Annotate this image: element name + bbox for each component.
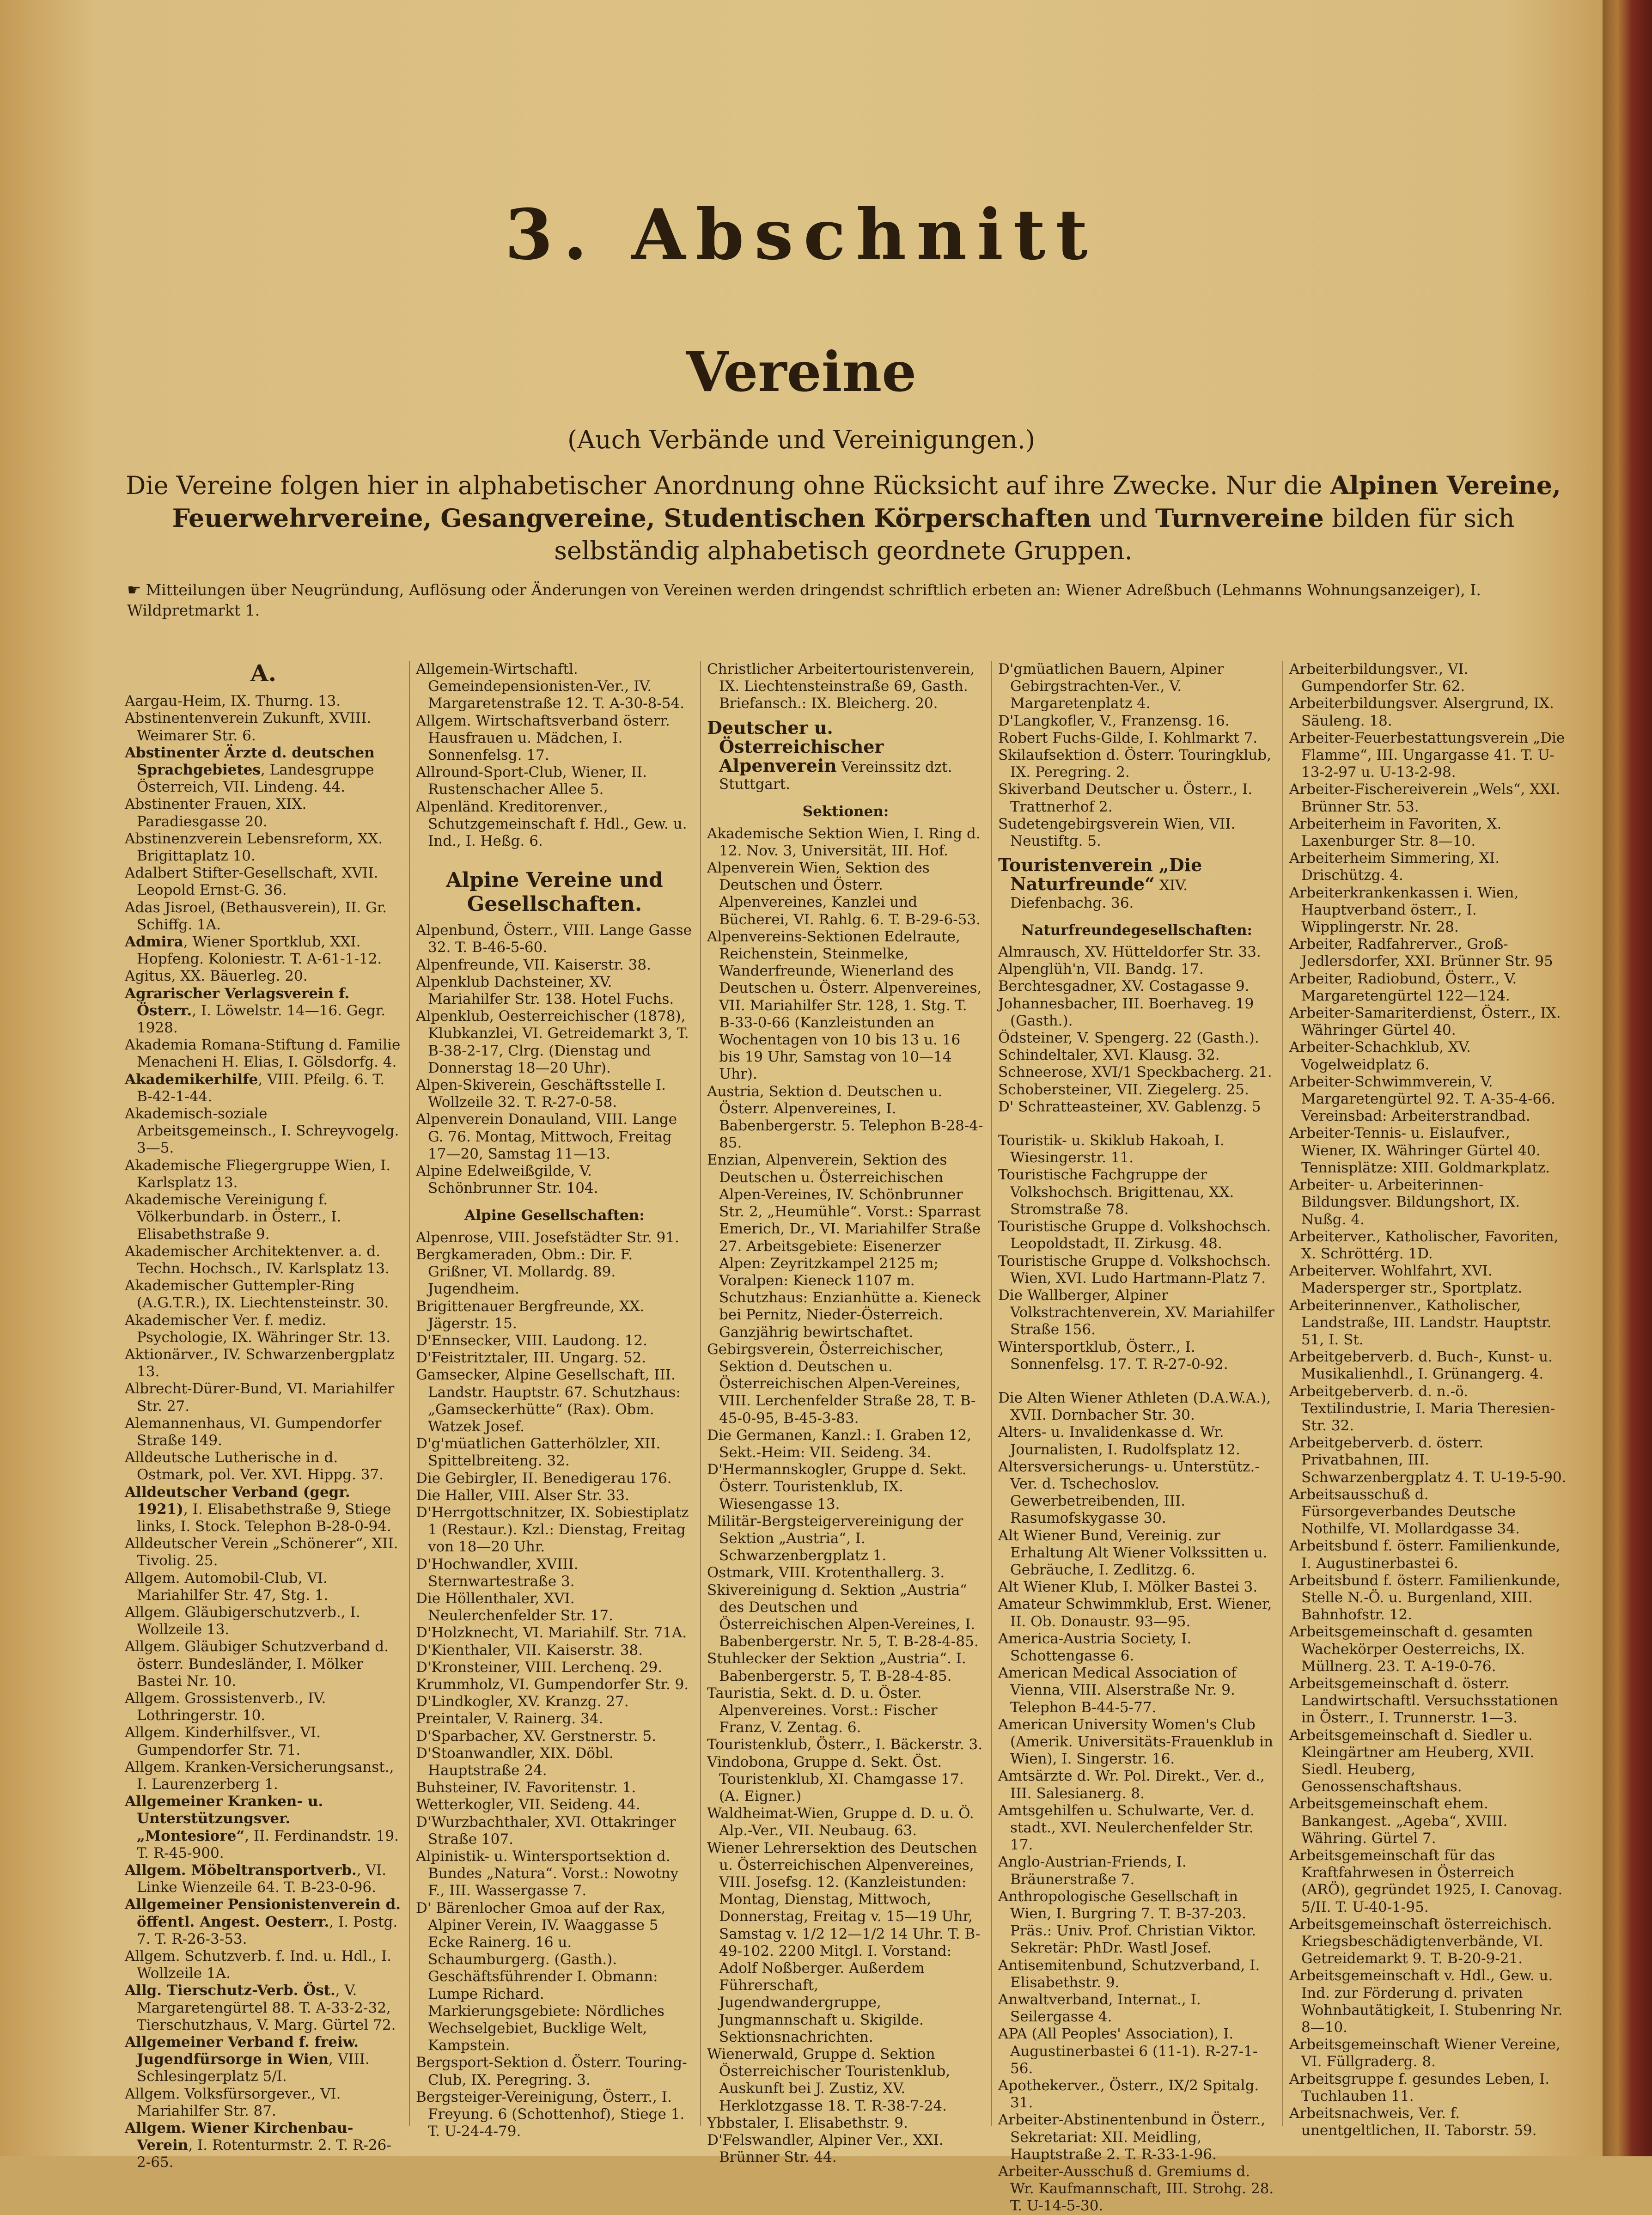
- directory-entry: Alpen-Skiverein, Geschäftsstelle I. Wollzeile 32. T. R-27-0-58.: [416, 1077, 666, 1111]
- directory-entry: Sudetengebirgsverein Wien, VII. Neustiftg. 5.: [998, 815, 1236, 850]
- directory-entry: Alldeutscher Verband (gegr. 1921), I. Elisabethstraße 9, Stiege links, I. Stock. Telephon B-28-0-94.: [125, 1483, 391, 1535]
- directory-entry: Skivereinigung d. Sektion „Austria“ des Deutschen und Österreichischen Alpen-Vereines, I. Babenbergerstr. Nr. 5, T. B-28-4-85.: [707, 1581, 979, 1650]
- directory-entry: Alpenverein Donauland, VIII. Lange G. 76. Montag, Mittwoch, Freitag 17—20, Samstag 11—13.: [416, 1111, 677, 1162]
- directory-entry: D'Stoanwandler, XIX. Döbl. Hauptstraße 24.: [416, 1745, 614, 1779]
- directory-entry: Austria, Sektion d. Deutschen u. Österr. Alpenvereines, I. Babenbergerstr. 5. Telephon B-28-4-85.: [707, 1083, 983, 1152]
- major-entry-rest: XIV. Diefenbachg. 36.: [1010, 877, 1188, 911]
- directory-entry: Alpenrose, VIII. Josefstädter Str. 91.: [416, 1229, 679, 1246]
- directory-entry: Antisemitenbund, Schutzverband, I. Elisabethstr. 9.: [998, 1957, 1260, 1991]
- directory-entry: Allgem. Kranken-Versicherungsanst., I. Laurenzerberg 1.: [125, 1758, 394, 1793]
- directory-entry: Anwaltverband, Internat., I. Seilergasse 4.: [998, 1991, 1201, 2026]
- directory-entry: Gamsecker, Alpine Gesellschaft, III. Landstr. Hauptstr. 67. Schutzhaus: „Gamseckerhütte“ (Rax). Obm. Watzek Josef.: [416, 1367, 681, 1435]
- directory-entry: Arbeiterbildungsver., VI. Gumpendorfer Str. 62.: [1289, 661, 1469, 695]
- directory-entry: Die Gebirgler, II. Benedigerau 176.: [416, 1470, 672, 1487]
- directory-entry: Bergsteiger-Vereinigung, Österr., I. Freyung. 6 (Schottenhof), Stiege 1. T. U-24-4-79.: [416, 2088, 685, 2140]
- column-1: [125, 659, 402, 2171]
- directory-entry: D'Kienthaler, VII. Kaiserstr. 38.: [416, 1641, 643, 1659]
- directory-entry: Wienerwald, Gruppe d. Sektion Österreichischer Touristenklub, Auskunft bei J. Zustiz, XV. Herklotzgasse 18. T. R-38-7-24.: [707, 2046, 951, 2114]
- directory-entry: Touristik- u. Skiklub Hakoah, I. Wiesingerstr. 11.: [998, 1132, 1225, 1166]
- section-number: 3. Abschnitt: [505, 194, 1098, 275]
- major-entry-name: Deutscher u. Österreichischer Alpenverein: [707, 717, 884, 776]
- directory-entry: Allround-Sport-Club, Wiener, II. Rustenschacher Allee 5.: [416, 764, 647, 798]
- directory-entry: Touristische Gruppe d. Volkshochsch. Leopoldstadt, II. Zirkusg. 48.: [998, 1218, 1271, 1252]
- directory-entry: Amateur Schwimmklub, Erst. Wiener, II. Ob. Donaustr. 93—95.: [998, 1596, 1272, 1630]
- directory-entry: Arbeitsgruppe f. gesundes Leben, I. Tuchlauben 11.: [1289, 2070, 1550, 2105]
- directory-entry: Allgem. Gläubiger Schutzverband d. österr. Bundesländer, I. Mölker Bastei Nr. 10.: [125, 1638, 389, 1690]
- directory-entry: Albrecht-Dürer-Bund, VI. Mariahilfer Str. 27.: [125, 1380, 395, 1415]
- directory-entry: Allg. Tierschutz-Verb. Öst., V. Margaretengürtel 88. T. A-33-2-32, Tierschutzhaus, V. Marg. Gürtel 72.: [125, 1982, 396, 2033]
- directory-entry: Brigittenauer Bergfreunde, XX. Jägerstr. 15.: [416, 1298, 645, 1332]
- directory-entry: Allgemeiner Pensionistenverein d. öffentl. Angest. Oesterr., I. Postg. 7. T. R-26-3-53.: [125, 1896, 401, 1947]
- directory-entry: Akademia Romana-Stiftung d. Familie Menacheni H. Elias, I. Gölsdorfg. 4.: [125, 1037, 401, 1071]
- directory-entry: Die Höllenthaler, XVI. Neulerchenfelder Str. 17.: [416, 1590, 613, 1624]
- directory-entry: Bergsport-Sektion d. Österr. Touring-Club, IX. Peregring. 3.: [416, 2054, 687, 2088]
- directory-entry: Arbeiter-Schachklub, XV. Vogelweidplatz 6.: [1289, 1039, 1471, 1073]
- directory-entry: Arbeitsnachweis, Ver. f. unentgeltlichen, II. Taborstr. 59.: [1289, 2105, 1537, 2139]
- column-3: [707, 661, 984, 2166]
- directory-entry: Arbeiter-Schwimmverein, V. Margaretengürtel 92. T. A-35-4-66. Vereinsbad: Arbeiterstrandbad.: [1289, 1073, 1555, 1125]
- directory-entry: Abstinenter Ärzte d. deutschen Sprachgebietes, Landesgruppe Österreich, VII. Lindeng. 44.: [125, 744, 375, 796]
- directory-entry: Akademikerhilfe, VIII. Pfeilg. 6. T. B-42-1-44.: [125, 1071, 385, 1105]
- directory-entry: Arbeitsgemeinschaft v. Hdl., Gew. u. Ind. zur Förderung d. privaten Wohnbautätigkeit, I. Stubenring Nr. 8—10.: [1289, 1967, 1563, 2036]
- directory-entry: Arbeiterheim in Favoriten, X. Laxenburger Str. 8—10.: [1289, 815, 1502, 850]
- directory-entry: Alpenfreunde, VII. Kaiserstr. 38.: [416, 956, 651, 973]
- directory-entry: Vindobona, Gruppe d. Sekt. Öst. Touristenklub, XI. Chamgasse 17. (A. Eigner.): [707, 1753, 964, 1805]
- intro-paragraph: [125, 469, 1562, 567]
- directory-entry: Schneerose, XVI/1 Speckbacherg. 21.: [998, 1064, 1272, 1081]
- directory-entry: Krummholz, VI. Gumpendorfer Str. 9.: [416, 1676, 689, 1693]
- directory-entry: Allgemein-Wirtschaftl. Gemeindepensionisten-Ver., IV. Margaretenstraße 12. T. A-30-8-54.: [416, 661, 685, 712]
- directory-entry: Arbeitgeberverb. d. Buch-, Kunst- u. Musikalienhdl., I. Grünangerg. 4.: [1289, 1349, 1553, 1383]
- directory-entry: Alpine Edelweißgilde, V. Schönbrunner Str. 104.: [416, 1163, 598, 1197]
- directory-entry: Skiverband Deutscher u. Österr., I. Trattnerhof 2.: [998, 781, 1253, 815]
- intro-bold-groups: Alpinen Vereine, Feuerwehrvereine, Gesangvereine, Studentischen Körperschaften: [172, 470, 1561, 533]
- directory-entry: Arbeitsgemeinschaft d. gesamten Wachekörper Oesterreichs, IX. Müllnerg. 23. T. A-19-0-76.: [1289, 1623, 1533, 1675]
- directory-entry: Die Haller, VIII. Alser Str. 33.: [416, 1487, 629, 1504]
- entry-list: [707, 825, 984, 2166]
- directory-entry: Allgem. Automobil-Club, VI. Mariahilfer Str. 47, Stg. 1.: [125, 1569, 329, 1604]
- directory-entry: Akademischer Architektenver. a. d. Techn. Hochsch., IV. Karlsplatz 13.: [125, 1243, 390, 1277]
- intro-text-3: bilden für sich selbständig alphabetisch geordnete Gruppen.: [554, 504, 1515, 565]
- directory-entry: Alt Wiener Klub, I. Mölker Bastei 3.: [998, 1579, 1258, 1596]
- directory-entry: Akademische Vereinigung f. Völkerbundarb. in Österr., I. Elisabethstraße 9.: [125, 1191, 341, 1243]
- directory-entry: Allgem. Schutzverb. f. Ind. u. Hdl., I. Wollzeile 1A.: [125, 1948, 392, 1982]
- directory-entry: Abstinenter Frauen, XIX. Paradiesgasse 20.: [125, 796, 307, 830]
- directory-entry: Touristische Fachgruppe der Volkshochsch. Brigittenau, XX. Stromstraße 78.: [998, 1166, 1234, 1218]
- directory-entry: D'Kronsteiner, VIII. Lerchenq. 29.: [416, 1659, 663, 1676]
- directory-entry: Alt Wiener Bund, Vereinig. zur Erhaltung Alt Wiener Volkssitten u. Gebräuche, I. Zedlitzg. 6.: [998, 1527, 1268, 1578]
- directory-entry: Arbeiter-Ausschuß d. Gremiums d. Wr. Kaufmannschaft, III. Strohg. 28. T. U-14-5-30.: [998, 2163, 1274, 2215]
- column-5: [1289, 661, 1567, 2139]
- directory-entry: Amtsgehilfen u. Schulwarte, Ver. d. stadt., XVI. Neulerchenfelder Str. 17.: [998, 1802, 1255, 1854]
- directory-entry: D'gmüatlichen Bauern, Alpiner Gebirgstrachten-Ver., V. Margaretenplatz 4.: [998, 661, 1224, 712]
- section-heading-alpine: Alpine Vereine und Gesellschaften.: [446, 868, 663, 916]
- directory-entry: Arbeitsgemeinschaft ehem. Bankangest. „Ageba“, XVIII. Währing. Gürtel 7.: [1289, 1795, 1508, 1847]
- directory-entry: Adalbert Stifter-Gesellschaft, XVII. Leopold Ernst-G. 36.: [125, 865, 378, 899]
- entry-list: [1289, 661, 1567, 2139]
- directory-entry: Arbeitsgemeinschaft d. österr. Landwirtschaftl. Versuchsstationen in Österr., I. Trunnerstr. 1—3.: [1289, 1675, 1558, 1727]
- directory-entry: Allgem. Gläubigerschutzverb., I. Wollzeile 13.: [125, 1604, 360, 1638]
- directory-entry: Die Wallberger, Alpiner Volkstrachtenverein, XV. Mariahilfer Straße 156.: [998, 1287, 1274, 1338]
- directory-entry: D'Felswandler, Alpiner Ver., XXI. Brünner Str. 44.: [707, 2132, 944, 2166]
- directory-entry: Alemannenhaus, VI. Gumpendorfer Straße 149.: [125, 1415, 382, 1449]
- directory-entry: Robert Fuchs-Gilde, I. Kohlmarkt 7.: [998, 729, 1258, 746]
- directory-entry: Abstinentenverein Zukunft, XVIII. Weimarer Str. 6.: [125, 710, 372, 744]
- intro-text-1: Die Vereine folgen hier in alphabetischer Anordnung ohne Rücksicht auf ihre Zwecke. Nur die: [126, 471, 1323, 500]
- subheading-naturfreunde: Naturfreundegesellschaften:: [1021, 921, 1252, 939]
- directory-entry: D'Herrgottschnitzer, IX. Sobiestiplatz 1 (Restaur.). Kzl.: Dienstag, Freitag von 18—20 Uhr.: [416, 1504, 689, 1556]
- directory-entry: Christlicher Arbeitertouristenverein, IX. Liechtensteinstraße 69, Gasth. Briefansch.: IX. Bleicherg. 20.: [707, 661, 975, 712]
- directory-entry: Bergkameraden, Obm.: Dir. F. Grißner, VI. Mollardg. 89. Jugendheim.: [416, 1246, 633, 1298]
- entry-list: [416, 1229, 693, 2141]
- directory-entry: Ybbstaler, I. Elisabethstr. 9.: [707, 2114, 908, 2131]
- directory-entry: Skilaufsektion d. Österr. Touringklub, IX. Peregring. 2.: [998, 747, 1272, 781]
- directory-entry: Arbeitsbund f. österr. Familienkunde, I. Augustinerbastei 6.: [1289, 1538, 1561, 1572]
- directory-entry: American Medical Association of Vienna, VIII. Alserstraße Nr. 9. Telephon B-44-5-77.: [998, 1665, 1237, 1716]
- directory-entry: Ödsteiner, V. Spengerg. 22 (Gasth.).: [998, 1030, 1259, 1047]
- directory-entry: Die Germanen, Kanzl.: I. Graben 12, Sekt.-Heim: VII. Seideng. 34.: [707, 1427, 972, 1461]
- directory-entry: Arbeiterver. Wohlfahrt, XVI. Madersperger str., Sportplatz.: [1289, 1263, 1523, 1297]
- directory-entry: Akademischer Ver. f. mediz. Psychologie, IX. Währinger Str. 13.: [125, 1312, 391, 1346]
- directory-entry: Schobersteiner, VII. Ziegelerg. 25.: [998, 1081, 1249, 1098]
- directory-entry: Alldeutsche Lutherische in d. Ostmark, pol. Ver. XVI. Hippg. 37.: [125, 1449, 384, 1483]
- entry-list: [707, 661, 984, 713]
- directory-entry: Alldeutscher Verein „Schönerer“, XII. Tivolig. 25.: [125, 1535, 398, 1569]
- directory-entry: American University Women's Club (Amerik. Universitäts-Frauenklub in Wien), I. Singerstr. 16.: [998, 1716, 1274, 1768]
- directory-entry: Arbeiterver., Katholischer, Favoriten, X. Schröttérg. 1D.: [1289, 1228, 1559, 1262]
- column-2: [416, 661, 693, 2140]
- directory-entry: Arbeitgeberverb. d. österr. Privatbahnen, III. Schwarzenbergplatz 4. T. U-19-5-90.: [1289, 1434, 1567, 1486]
- directory-entry: Adas Jisroel, (Bethausverein), II. Gr. Schiffg. 1A.: [125, 899, 387, 933]
- directory-entry: Arbeiter-Tennis- u. Eislaufver., Wiener, IX. Währinger Gürtel 40. Tennisplätze: XIII. Goldmarkplatz.: [1289, 1125, 1550, 1176]
- directory-entry: Touristische Gruppe d. Volkshochsch. Wien, XVI. Ludo Hartmann-Platz 7.: [998, 1252, 1271, 1287]
- directory-entry: D' Bärenlocher Gmoa auf der Rax, Alpiner Verein, IV. Waaggasse 5 Ecke Rainerg. 16 u. Schaumburgerg. (Gasth.). Geschäftsführender I. Obmann: Lumpe Richard. Markierungsgebiete: Nördliches Wechselgebiet, Bucklige Welt, Kampstein.: [416, 1899, 666, 2054]
- entry-list: [125, 693, 402, 2171]
- directory-entry: Arbeiter-Samariterdienst, Österr., IX. Währinger Gürtel 40.: [1289, 1005, 1561, 1039]
- directory-entry: Berchtesgadner, XV. Costagasse 9.: [998, 978, 1250, 995]
- note-text: Mitteilungen über Neugründung, Auflösung oder Änderungen von Vereinen werden dringendst schriftlich erbeten an: Wiener Adreßbuch (Lehmanns Wohnungsanzeiger), I. Wildpretmarkt 1.: [127, 581, 1481, 619]
- major-entry-name: Touristenverein „Die Naturfreunde“: [998, 854, 1202, 895]
- letter-heading: A.: [250, 659, 277, 687]
- directory-entry: Admira, Wiener Sportklub, XXI. Hopfeng. Koloniestr. T. A-61-1-12.: [125, 934, 382, 968]
- directory-entry: Waldheimat-Wien, Gruppe d. D. u. Ö. Alp.-Ver., VII. Neubaug. 63.: [707, 1805, 974, 1839]
- entry-list: [998, 661, 1275, 850]
- directory-entry: Abstinenzverein Lebensreform, XX. Brigittaplatz 10.: [125, 830, 383, 865]
- directory-entry: Arbeitsgemeinschaft für das Kraftfahrwesen in Österreich (ARÖ), gegründet 1925, I. Canovag. 5/II. T. U-40-1-95.: [1289, 1847, 1563, 1916]
- directory-entry: Arbeiterbildungsver. Alsergrund, IX. Säuleng. 18.: [1289, 695, 1554, 729]
- directory-entry: Alpenvereins-Sektionen Edelraute, Reichenstein, Steinmelke, Wanderfreunde, Wienerland des Deutschen u. Österr. Alpenvereines, VII. Mariahilfer Str. 128, 1. Stg. T. B-33-0-66 (Kanzleistunden an Wochentagen von 10 bis 13 u. 16 bis 19 Uhr, Samstag von 10—14 Uhr).: [707, 928, 982, 1083]
- entry-list: [998, 944, 1275, 1116]
- directory-entry: Allgem. Volksfürsorgever., VI. Mariahilfer Str. 87.: [125, 2085, 341, 2119]
- directory-entry: Wetterkogler, VII. Seideng. 44.: [416, 1796, 640, 1813]
- page-subtitle: (Auch Verbände und Vereinigungen.): [567, 425, 1036, 454]
- directory-entry: Alpenverein Wien, Sektion des Deutschen und Österr. Alpenvereines, Kanzlei und Bücherei, VI. Rahlg. 6. T. B-29-6-53.: [707, 860, 981, 928]
- column-4: [998, 661, 1275, 2215]
- entry-list: [416, 661, 693, 850]
- directory-entry: D'Sparbacher, XV. Gerstnerstr. 5.: [416, 1727, 657, 1745]
- directory-entry: D'Holzknecht, VI. Mariahilf. Str. 71A.: [416, 1624, 687, 1641]
- directory-entry: Aargau-Heim, IX. Thurng. 13.: [125, 693, 341, 710]
- page-title: Vereine: [686, 340, 917, 404]
- directory-entry: D' Schratteasteiner, XV. Gablenzg. 5: [998, 1098, 1261, 1115]
- directory-entry: Arbeitgeberverb. d. n.-ö. Textilindustrie, I. Maria Theresien-Str. 32.: [1289, 1383, 1555, 1434]
- column-divider: [991, 661, 992, 2126]
- directory-entry: Gebirgsverein, Österreichischer, Sektion d. Deutschen u. Österreichischen Alpen-Vereines, VIII. Lerchenfelder Straße 28, T. B-45-0-95, B-45-3-83.: [707, 1341, 976, 1427]
- directory-entry: Enzian, Alpenverein, Sektion des Deutschen u. Österreichischen Alpen-Vereines, IV. Schönbrunner Str. 2, „Heumühle“. Vorst.: Sparrast Emerich, Dr., VI. Mariahilfer Straße 27. Arbeitsgebiete: Eisenerzer Alpen: Zeyritzkampel 2125 m; Voralpen: Kieneck 1107 m. Schutzhaus: Enzianhütte a. Kieneck bei Pernitz, Nieder-Österreich. Ganzjährig bewirtschaftet.: [707, 1152, 981, 1341]
- directory-entry: D'Hermannskogler, Gruppe d. Sekt. Österr. Touristenklub, IX. Wiesengasse 13.: [707, 1461, 967, 1513]
- directory-entry: D'Lindkogler, XV. Kranzg. 27.: [416, 1693, 629, 1710]
- entry-list: [998, 1132, 1275, 1373]
- directory-entry: Arbeiter, Radfahrerver., Groß-Jedlersdorfer, XXI. Brünner Str. 95: [1289, 936, 1553, 970]
- directory-entry: Alpinistik- u. Wintersportsektion d. Bundes „Natura“. Vorst.: Nowotny F., III. Wassergasse 7.: [416, 1848, 679, 1899]
- directory-entry: Stuhlecker der Sektion „Austria“. I. Babenbergerstr. 5, T. B-28-4-85.: [707, 1650, 966, 1684]
- directory-entry: Allgem. Grossistenverb., IV. Lothringerstr. 10.: [125, 1690, 326, 1724]
- column-divider: [409, 661, 410, 2126]
- directory-entry: Touristenklub, Österr., I. Bäckerstr. 3.: [707, 1736, 983, 1753]
- directory-entry: Akademische Sektion Wien, I. Ring d. 12. Nov. 3, Universität, III. Hof.: [707, 825, 981, 859]
- directory-entry: Tauristia, Sekt. d. D. u. Öster. Alpenvereines. Vorst.: Fischer Franz, V. Zentag. 6.: [707, 1684, 938, 1736]
- subheading-sections: Sektionen:: [802, 803, 889, 820]
- intro-text-2: und: [1099, 504, 1147, 533]
- directory-entry: Akademisch-soziale Arbeitsgemeinsch., I. Schreyvogelg. 3—5.: [125, 1105, 399, 1157]
- directory-entry: Anglo-Austrian-Friends, I. Bräunerstraße 7.: [998, 1854, 1187, 1888]
- directory-entry: Arbeiter-Feuerbestattungsverein „Die Flamme“, III. Ungargasse 41. T. U-13-2-97 u. U-13-2-98.: [1289, 729, 1565, 781]
- directory-entry: Johannesbacher, III. Boerhaveg. 19 (Gasth.).: [998, 995, 1254, 1029]
- directory-entry: Allgem. Kinderhilfsver., VI. Gumpendorfer Str. 71.: [125, 1724, 321, 1758]
- directory-entry: Militär-Bergsteigervereinigung der Sektion „Austria“, I. Schwarzenbergplatz 1.: [707, 1513, 963, 1564]
- directory-entry: D'Ennsecker, VIII. Laudong. 12.: [416, 1332, 648, 1349]
- directory-entry: Alters- u. Invalidenkasse d. Wr. Journalisten, I. Rudolfsplatz 12.: [998, 1424, 1240, 1458]
- directory-entry: Akademischer Guttempler-Ring (A.G.T.R.), IX. Liechtensteinstr. 30.: [125, 1277, 389, 1312]
- directory-entry: Alpenbund, Österr., VIII. Lange Gasse 32. T. B-46-5-60.: [416, 922, 692, 956]
- submission-note: [127, 580, 1564, 621]
- directory-entry: Wiener Lehrersektion des Deutschen u. Österreichischen Alpenvereines, VIII. Josefsg. 12. (Kanzleistunden: Montag, Dienstag, Mittwoch, Donnerstag, Freitag v. 15—19 Uhr, Samstag v. 1/2 12—1/2 14 Uhr. T. B-49-102. 2200 Mitgl. I. Vorstand: Adolf Noßberger. Außerdem Führerschaft, Jugendwandergruppe, Jungmannschaft u. Skigilde. Sektionsnachrichten.: [707, 1839, 981, 2045]
- directory-entry: Apothekerver., Österr., IX/2 Spitalg. 31.: [998, 2077, 1259, 2111]
- directory-entry: America-Austria Society, I. Schottengasse 6.: [998, 1630, 1192, 1664]
- book-spine-edge: [1603, 0, 1652, 2156]
- directory-entry: Arbeitsgemeinschaft österreichisch. Kriegsbeschädigtenverbände, VI. Getreidemarkt 9. T. B-20-9-21.: [1289, 1916, 1552, 1967]
- entry-list: [416, 922, 693, 1197]
- directory-entry: Arbeitsgemeinschaft d. Siedler u. Kleingärtner am Heuberg, XVII. Siedl. Heuberg, Genossenschaftshaus.: [1289, 1727, 1535, 1795]
- directory-entry: APA (All Peoples' Association), I. Augustinerbastei 6 (11-1). R-27-1-56.: [998, 2026, 1258, 2077]
- column-divider: [700, 661, 701, 2126]
- directory-entry: Alpenländ. Kreditorenver., Schutzgemeinschaft f. Hdl., Gew. u. Ind., I. Heßg. 6.: [416, 798, 687, 850]
- directory-entry: Agitus, XX. Bäuerleg. 20.: [125, 968, 308, 985]
- directory-entry: Arbeitsbund f. österr. Familienkunde, Stelle N.-Ö. u. Burgenland, XIII. Bahnhofstr. 12.: [1289, 1572, 1561, 1623]
- directory-entry: Alpenklub Dachsteiner, XV. Mariahilfer Str. 138. Hotel Fuchs.: [416, 973, 674, 1008]
- directory-entry: Die Alten Wiener Athleten (D.A.W.A.), XVII. Dornbacher Str. 30.: [998, 1389, 1271, 1424]
- directory-entry: Allgem. Wirtschaftsverband österr. Hausfrauen u. Mädchen, I. Sonnenfelsg. 17.: [416, 712, 670, 764]
- directory-entry: Arbeiterheim Simmering, XI. Drischützg. 4.: [1289, 850, 1500, 884]
- directory-entry: Arbeiterinnenver., Katholischer, Landstraße, III. Landstr. Hauptstr. 51, I. St.: [1289, 1297, 1552, 1348]
- column-divider: [1282, 661, 1283, 2126]
- directory-entry: Alpenklub, Oesterreichischer (1878), Klubkanzlei, VI. Getreidemarkt 3, T. B-38-2-17, Clrg. (Dienstag und Donnerstag 18—20 Uhr).: [416, 1008, 689, 1076]
- directory-entry: Akademische Fliegergruppe Wien, I. Karlsplatz 13.: [125, 1157, 391, 1191]
- directory-entry: D'g'müatlichen Gatterhölzler, XII. Spittelbreiteng. 32.: [416, 1435, 661, 1470]
- major-entry-rest: Vereinssitz dzt. Stuttgart.: [719, 759, 952, 793]
- directory-entry: Altersversicherungs- u. Unterstütz.-Ver. d. Tschechoslov. Gewerbetreibenden, III. Rasumofskygasse 30.: [998, 1458, 1260, 1527]
- major-entry: [707, 719, 984, 793]
- directory-entry: D'Feistritztaler, III. Ungarg. 52.: [416, 1349, 646, 1367]
- directory-entry: Allgem. Möbeltransportverb., VI. Linke Wienzeile 64. T. B-23-0-96.: [125, 1862, 387, 1896]
- directory-entry: Ostmark, VIII. Krotenthallerg. 3.: [707, 1564, 945, 1581]
- directory-entry: Buhsteiner, IV. Favoritenstr. 1.: [416, 1779, 636, 1796]
- subheading-alpine-societies: Alpine Gesellschaften:: [464, 1207, 645, 1224]
- directory-entry: Arbeiterkrankenkassen i. Wien, Hauptverband österr., I. Wipplingerstr. Nr. 28.: [1289, 884, 1519, 936]
- directory-entry: D'Hochwandler, XVIII. Sternwartestraße 3.: [416, 1556, 579, 1590]
- directory-entry: Schindeltaler, XVI. Klausg. 32.: [998, 1047, 1220, 1064]
- pointing-hand-icon: ☛: [127, 581, 141, 599]
- directory-entry: Arbeiter-Abstinentenbund in Österr., Sekretariat: XII. Meidling, Hauptstraße 2. T. R-33-1-96.: [998, 2111, 1266, 2163]
- directory-entry: Preintaler, V. Rainerg. 34.: [416, 1710, 603, 1727]
- directory-entry: Allgem. Wiener Kirchenbau-Verein, I. Rotenturmstr. 2. T. R-26-2-65.: [125, 2120, 391, 2171]
- directory-entry: Wintersportklub, Österr., I. Sonnenfelsg. 17. T. R-27-0-92.: [998, 1338, 1228, 1373]
- directory-entry: Arbeiter, Radiobund, Österr., V. Margaretengürtel 122—124.: [1289, 970, 1517, 1004]
- directory-entry: Aktionärver., IV. Schwarzenbergplatz 13.: [125, 1346, 395, 1380]
- directory-entry: Arbeitsgemeinschaft Wiener Vereine, VI. Füllgraderg. 8.: [1289, 2036, 1561, 2070]
- directory-entry: Agrarischer Verlagsverein f. Österr., I. Löwelstr. 14—16. Gegr. 1928.: [125, 985, 386, 1037]
- entry-list: [998, 1390, 1275, 2215]
- directory-entry: Amtsärzte d. Wr. Pol. Direkt., Ver. d., III. Salesianerg. 8.: [998, 1768, 1265, 1802]
- directory-entry: Arbeiter-Fischereiverein „Wels“, XXI. Brünner Str. 53.: [1289, 781, 1561, 815]
- intro-bold-turnvereine: Turnvereine: [1155, 503, 1324, 533]
- directory-entry: Alpenglüh'n, VII. Bandg. 17.: [998, 961, 1204, 978]
- directory-entry: Arbeiter- u. Arbeiterinnen-Bildungsver. Bildungshort, IX. Nußg. 4.: [1289, 1177, 1520, 1228]
- directory-entry: Allgemeiner Verband f. freiw. Jugendfürsorge in Wien, VIII. Schlesingerplatz 5/I.: [125, 2034, 370, 2085]
- directory-entry: Almrausch, XV. Hütteldorfer Str. 33.: [998, 944, 1261, 961]
- directory-entry: Allgemeiner Kranken- u. Unterstützungsver. „Montesiore“, II. Ferdinandstr. 19. T. R-45-900.: [125, 1793, 399, 1861]
- directory-entry: D'Wurzbachthaler, XVI. Ottakringer Straße 107.: [416, 1813, 676, 1848]
- directory-entry: Anthropologische Gesellschaft in Wien, I. Burgring 7. T. B-37-203. Präs.: Univ. Prof. Christian Viktor. Sekretär: PhDr. Wastl Josef.: [998, 1888, 1256, 1957]
- directory-entry: D'Langkofler, V., Franzensg. 16.: [998, 712, 1230, 729]
- major-entry: [998, 856, 1275, 912]
- directory-entry: Arbeitsausschuß d. Fürsorgeverbandes Deutsche Nothilfe, VI. Mollardgasse 34.: [1289, 1486, 1520, 1538]
